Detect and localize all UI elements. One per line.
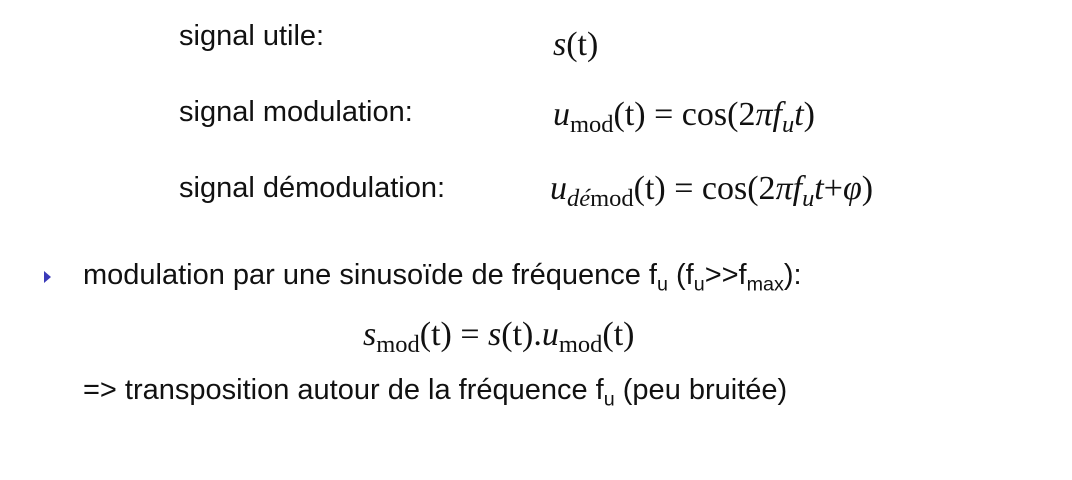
bullet-subscript-max: max bbox=[746, 273, 784, 296]
formula-f: f bbox=[792, 170, 803, 207]
formula-close-paren: ) bbox=[861, 170, 874, 207]
bullet-text-after: ): bbox=[783, 259, 802, 291]
formula-equals: = bbox=[654, 96, 674, 133]
formula-t: t bbox=[794, 96, 804, 133]
bullet-subscript-u: u bbox=[656, 273, 668, 296]
definition-label-signal-utile: signal utile: bbox=[179, 20, 325, 52]
formula-s-subscript: mod bbox=[376, 330, 420, 358]
conclusion-text-after: (peu bruitée) bbox=[614, 374, 788, 406]
formula-rhs-u-subscript: mod bbox=[558, 330, 603, 358]
formula-t: t bbox=[814, 170, 824, 207]
formula-phi: φ bbox=[842, 170, 862, 207]
formula-rhs-arg: (t). bbox=[501, 316, 542, 353]
formula-signal-utile bbox=[553, 28, 598, 62]
conclusion-subscript-u: u bbox=[603, 388, 615, 411]
formula-rhs-s: s bbox=[488, 316, 502, 353]
formula-cos: cos(2 bbox=[701, 170, 776, 207]
formula-u-subscript-italic: dé bbox=[567, 184, 591, 212]
bullet-modulation-text bbox=[83, 259, 802, 296]
formula-rhs-u: u bbox=[541, 316, 559, 353]
formula-s: s bbox=[553, 26, 567, 63]
definition-label-signal-modulation: signal modulation: bbox=[179, 96, 413, 128]
formula-u: u bbox=[550, 170, 567, 207]
formula-arg: (t) bbox=[633, 170, 666, 207]
formula-arg: (t) bbox=[613, 96, 646, 133]
formula-arg: (t) bbox=[419, 316, 452, 353]
bullet-subscript-u-2: u bbox=[693, 273, 705, 296]
formula-u: u bbox=[553, 96, 570, 133]
formula-rhs-u-arg: (t) bbox=[602, 316, 635, 353]
formula-f: f bbox=[772, 96, 782, 133]
formula-plus: + bbox=[823, 170, 843, 207]
formula-f-subscript: u bbox=[802, 184, 815, 212]
formula-equals: = bbox=[674, 170, 694, 207]
conclusion-text-before: => transposition autour de la fréquence f bbox=[83, 374, 604, 406]
bullet-text-mid2: >>f bbox=[704, 259, 747, 291]
formula-s: s bbox=[363, 316, 377, 353]
formula-pi: π bbox=[775, 170, 793, 207]
formula-arg: (t) bbox=[566, 26, 599, 63]
conclusion-text bbox=[83, 374, 788, 411]
bullet-arrow-icon bbox=[44, 271, 51, 283]
formula-close-paren: ) bbox=[803, 96, 815, 133]
formula-signal-demodulation bbox=[550, 170, 874, 212]
formula-cos: cos(2 bbox=[681, 96, 756, 133]
formula-u-subscript: mod bbox=[570, 110, 614, 138]
formula-u-subscript-roman: mod bbox=[590, 184, 634, 212]
formula-pi: π bbox=[755, 96, 773, 133]
definition-label-signal-demodulation: signal démodulation: bbox=[179, 172, 446, 204]
formula-u-subscript bbox=[567, 185, 634, 212]
bullet-text-before: modulation par une sinusoïde de fréquence f bbox=[83, 259, 657, 291]
formula-f-subscript: u bbox=[781, 110, 795, 138]
bullet-text-mid: (f bbox=[667, 259, 694, 291]
formula-product bbox=[363, 316, 635, 358]
formula-signal-modulation bbox=[553, 96, 815, 138]
formula-equals: = bbox=[460, 316, 480, 353]
